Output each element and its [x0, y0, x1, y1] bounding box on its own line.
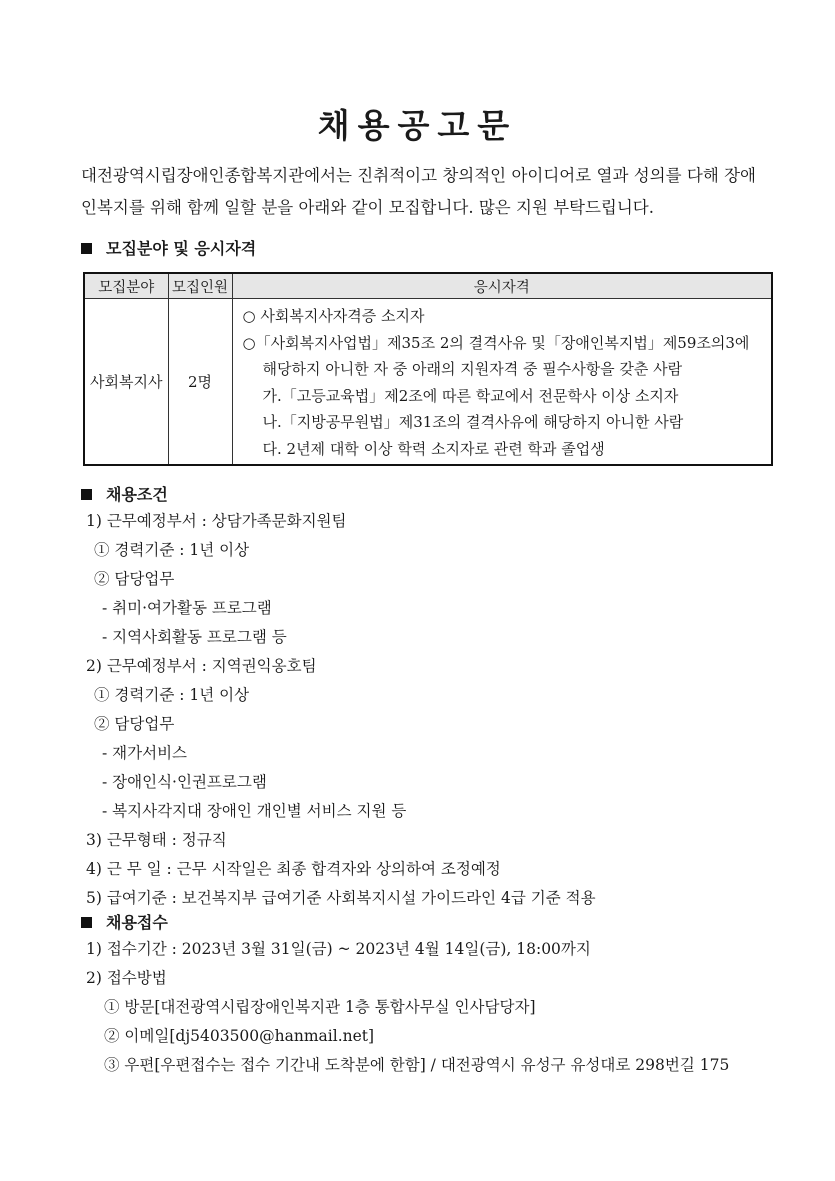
- list-item: 2) 근무예정부서 : 지역권익옹호팀: [86, 657, 317, 675]
- list-item: 1) 근무예정부서 : 상담가족문화지원팀: [86, 512, 347, 530]
- square-bullet-icon: [81, 243, 92, 254]
- list-item: ① 방문[대전광역시립장애인복지관 1층 통합사무실 인사담당자]: [104, 998, 536, 1016]
- qualification-table: [83, 272, 773, 466]
- square-bullet-icon: [81, 489, 92, 500]
- qualification-line: 다. 2년제 대학 이상 학력 소지자로 관련 학과 졸업생: [262, 439, 605, 458]
- header-qualification: 응시자격: [232, 273, 772, 299]
- list-item: ② 담당업무: [94, 570, 175, 588]
- list-item: - 취미·여가활동 프로그램: [102, 599, 272, 617]
- list-item: 1) 접수기간 : 2023년 3월 31일(금) ~ 2023년 4월 14일(금), 18:00까지: [86, 940, 591, 958]
- application-list: [86, 935, 729, 1080]
- square-bullet-icon: [81, 917, 92, 928]
- section-heading-recruitment: 모집분야 및 응시자격: [81, 236, 256, 259]
- list-item: 4) 근 무 일 : 근무 시작일은 최종 합격자와 상의하여 조정예정: [86, 860, 501, 878]
- table-row: [84, 299, 772, 466]
- qualification-line: ○「사회복지사업법」제35조 2의 결격사유 및「장애인복지법」제59조의3에: [242, 333, 750, 352]
- header-count: 모집인원: [168, 273, 232, 299]
- header-field: 모집분야: [84, 273, 168, 299]
- list-item: 5) 급여기준 : 보건복지부 급여기준 사회복지시설 가이드라인 4급 기준 적용: [86, 889, 596, 907]
- section-heading-application: 채용접수: [81, 910, 168, 933]
- list-item: - 재가서비스: [102, 744, 188, 762]
- qualification-line: ○ 사회복지사자격증 소지자: [242, 307, 425, 325]
- list-item: ① 경력기준 : 1년 이상: [94, 686, 250, 704]
- table-header-row: [84, 273, 772, 299]
- qualification-line: 나.「지방공무원법」제31조의 결격사유에 해당하지 아니한 사람: [262, 413, 684, 431]
- list-item: 3) 근무형태 : 정규직: [86, 831, 227, 849]
- list-item: ② 담당업무: [94, 715, 175, 733]
- cell-field: 사회복지사: [84, 299, 168, 466]
- list-item: ① 경력기준 : 1년 이상: [94, 541, 250, 559]
- cell-count: 2명: [168, 299, 232, 466]
- page-title: 채용공고문: [317, 106, 518, 145]
- list-item: - 장애인식·인권프로그램: [102, 773, 267, 791]
- list-item: 2) 접수방법: [86, 969, 167, 987]
- qualification-line: 가.「고등교육법」제2조에 따른 학교에서 전문학사 이상 소지자: [262, 386, 679, 405]
- qualification-line: 해당하지 아니한 자 중 아래의 지원자격 중 필수사항을 갖춘 사람: [262, 360, 683, 378]
- list-item: ③ 우편[우편접수는 접수 기간내 도착분에 한함] / 대전광역시 유성구 유성대로 298번길 175: [104, 1056, 730, 1074]
- section-heading-conditions: 채용조건: [81, 482, 168, 505]
- email-item: ② 이메일[dj5403500@hanmail.net]: [104, 1027, 375, 1045]
- list-item: - 지역사회활동 프로그램 등: [102, 628, 287, 646]
- list-item: - 복지사각지대 장애인 개인별 서비스 지원 등: [102, 802, 407, 820]
- conditions-list: [86, 507, 596, 913]
- intro-paragraph: 대전광역시립장애인종합복지관에서는 진취적이고 창의적인 아이디어로 열과 성의를 다해 장애인복지를 위해 함께 일할 분을 아래와 같이 모집합니다. 많은 지원 부탁드립니다.: [81, 166, 756, 217]
- cell-qualifications: [232, 299, 772, 466]
